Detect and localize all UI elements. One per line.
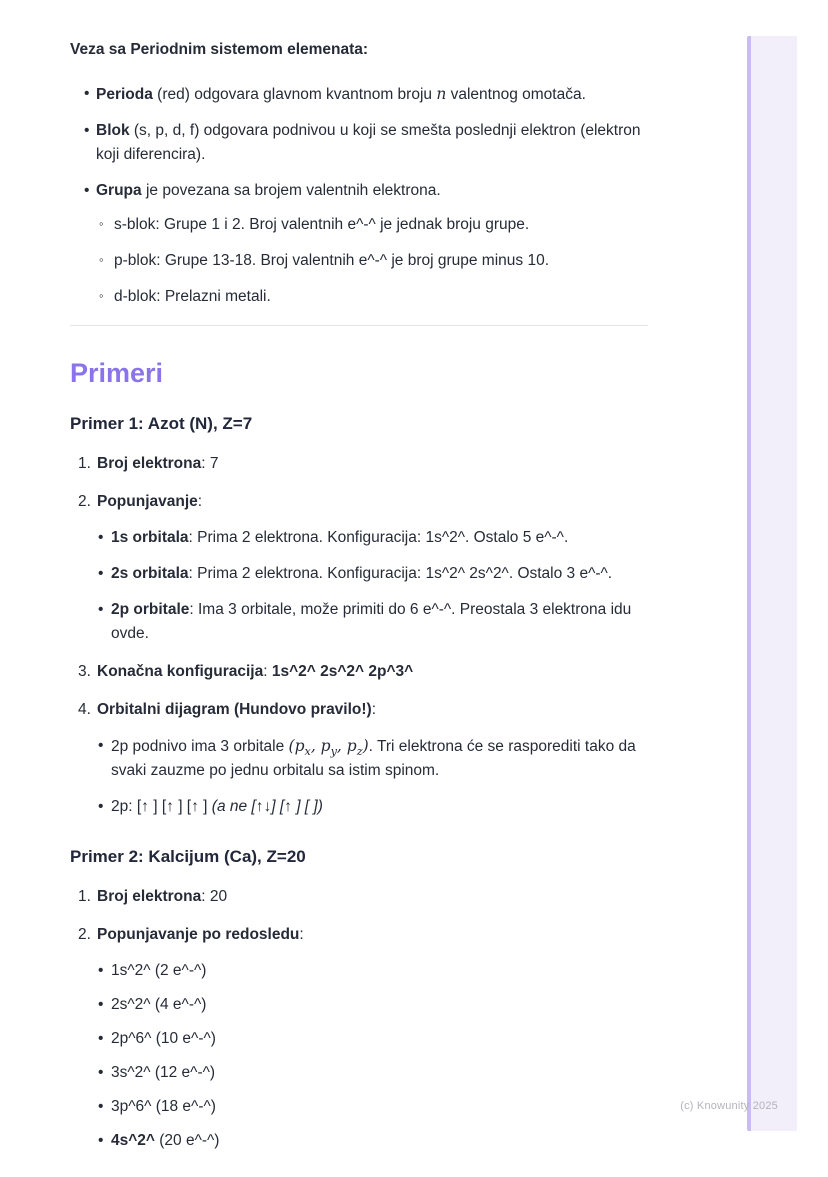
italic-note: (a ne [↑↓] [↑ ] [ ])	[211, 798, 323, 816]
watermark: (c) Knowunity 2025	[680, 1100, 778, 1112]
bold-label: 4s^2^	[111, 1132, 155, 1150]
bold-label: 1s orbitala	[111, 529, 189, 547]
item-number: 2.	[78, 926, 91, 944]
math-segment: p	[294, 737, 305, 756]
text-segment: 2p podnivo ima 3 orbitale	[111, 738, 289, 756]
bullet-icon: •	[84, 182, 90, 200]
bullet-icon: •	[98, 962, 104, 980]
bold-configuration: 1s^2^ 2s^2^ 2p^3^	[271, 663, 414, 681]
text-segment: : Prima 2 elektrona. Konfiguracija: 1s^2^. Ostalo 5 e^-^.	[188, 529, 569, 547]
math-segment: p	[346, 737, 357, 756]
list-item-grupa	[84, 179, 648, 309]
text-segment: :	[263, 663, 272, 681]
text-segment: : 20	[201, 888, 228, 906]
math-segment: (	[288, 737, 295, 756]
item-number: 2.	[78, 493, 91, 511]
numbered-item-3	[78, 660, 648, 684]
bold-label: Popunjavanje	[97, 493, 198, 511]
numbered-item-2	[78, 490, 648, 646]
list-item-text: s-blok: Grupe 1 i 2. Broj valentnih e^-^ je jednak broju grupe.	[114, 216, 530, 234]
list-item-4s2	[98, 1129, 648, 1153]
primeri-heading: Primeri	[70, 358, 164, 389]
bold-label: 2s orbitala	[111, 565, 189, 583]
item-number: 1.	[78, 455, 91, 473]
grupa-sub-list	[96, 213, 648, 309]
bullet-icon: •	[98, 529, 104, 547]
list-item-text: 1s^2^ (2 e^-^)	[111, 962, 207, 980]
orbital-bullet-list	[97, 526, 648, 646]
list-item-text: p-blok: Grupe 13-18. Broj valentnih e^-^ je broj grupe minus 10.	[114, 252, 549, 270]
math-segment: p	[320, 737, 331, 756]
text-segment: : Ima 3 orbitale, može primiti do 6 e^-^. Preostala 3 elektrona idu ovde.	[111, 601, 632, 643]
numbered-item-text	[97, 923, 648, 1163]
primer1-title: Primer 1: Azot (N), Z=7	[70, 414, 253, 434]
numbered-item-text	[97, 490, 648, 646]
section-heading: Veza sa Periodnim sistemom elemenata:	[70, 41, 369, 58]
list-item-1s2	[98, 959, 648, 983]
math-segment: ,	[310, 737, 321, 756]
bullet-icon: •	[98, 1098, 104, 1116]
text-segment: . Tri elektrona će se rasporediti tako da svaki zauzme po jednu orbitalu sa istim spinom.	[111, 738, 636, 780]
item-number: 4.	[78, 701, 91, 719]
bold-label: Blok	[96, 122, 130, 140]
item-number: 1.	[78, 888, 91, 906]
bullet-icon: •	[98, 798, 104, 816]
text-segment: :	[371, 701, 377, 719]
list-item-text: 2s^2^ (4 e^-^)	[111, 996, 207, 1014]
text-segment: (s, p, d, f) odgovara podnivou u koji se smešta poslednji elektron (elektron koji diferencira).	[96, 122, 641, 164]
list-item-text	[111, 1129, 648, 1153]
list-item-text	[96, 179, 648, 309]
list-item-2p	[98, 598, 648, 646]
text-segment: :	[299, 926, 304, 944]
list-item-text: d-blok: Prelazni metali.	[114, 288, 271, 306]
bullet-icon: •	[98, 601, 104, 619]
hund-bullet-list	[97, 734, 648, 819]
list-item-s-blok	[99, 213, 648, 237]
primer1-numbered-list	[70, 452, 648, 819]
numbered-item-text	[97, 660, 648, 684]
math-subscript: z	[356, 745, 363, 759]
numbered-item-text	[97, 452, 648, 476]
list-item-text	[111, 526, 648, 550]
bold-label: Broj elektrona	[97, 888, 202, 906]
list-item-text: 2p^6^ (10 e^-^)	[111, 1030, 216, 1048]
primer2-numbered-list	[70, 885, 648, 1163]
list-item-2s2	[98, 993, 648, 1017]
list-item-text	[111, 734, 648, 783]
numbered-item-4	[78, 698, 648, 819]
bold-label: Grupa	[96, 182, 142, 200]
list-item-2s	[98, 562, 648, 586]
text-segment: :	[197, 493, 203, 511]
math-subscript: y	[330, 745, 337, 759]
numbered-item-text	[97, 885, 648, 909]
list-item-diagram	[98, 795, 648, 819]
bullet-icon: •	[98, 1132, 104, 1150]
bold-label: Broj elektrona	[97, 455, 202, 473]
text-segment: (red) odgovara glavnom kvantnom broju	[152, 86, 437, 104]
list-item-d-blok	[99, 285, 648, 309]
text-segment: (20 e^-^)	[154, 1132, 220, 1150]
document-content	[70, 38, 648, 1177]
list-item-text	[96, 82, 648, 107]
math-orbitals	[288, 737, 369, 759]
list-item-perioda	[84, 82, 648, 107]
bullet-icon: •	[98, 1030, 104, 1048]
filling-steps-list	[97, 959, 648, 1153]
bold-label: Popunjavanje po redosledu	[97, 926, 300, 944]
math-segment: ,	[336, 737, 347, 756]
list-item-hund	[98, 734, 648, 783]
text-segment: je povezana sa brojem valentnih elektrona.	[141, 182, 441, 200]
list-item-1s	[98, 526, 648, 550]
bold-label: Orbitalni dijagram (Hundovo pravilo!)	[97, 701, 372, 719]
bold-label: Konačna konfiguracija	[97, 663, 264, 681]
numbered-item-1	[78, 885, 648, 909]
text-segment: 2p: [↑ ] [↑ ] [↑ ]	[111, 798, 212, 816]
text-segment: valentnog omotača.	[446, 86, 586, 104]
bullet-icon: •	[98, 565, 104, 583]
list-item-blok	[84, 119, 648, 167]
list-item-3s2	[98, 1061, 648, 1085]
section-divider	[70, 325, 648, 326]
bold-label: 2p orbitale	[111, 601, 190, 619]
numbered-item-1	[78, 452, 648, 476]
circle-bullet-icon: ◦	[99, 252, 104, 268]
circle-bullet-icon: ◦	[99, 216, 104, 232]
list-item-text	[96, 119, 648, 167]
circle-bullet-icon: ◦	[99, 288, 104, 304]
list-item-2p6	[98, 1027, 648, 1051]
math-var-n: n	[436, 85, 447, 104]
bullet-icon: •	[84, 122, 90, 140]
list-item-text: 3p^6^ (18 e^-^)	[111, 1098, 216, 1116]
math-segment: )	[362, 737, 369, 756]
primer2-title: Primer 2: Kalcijum (Ca), Z=20	[70, 847, 306, 867]
bullet-icon: •	[98, 737, 104, 755]
list-item-3p6	[98, 1095, 648, 1119]
numbered-item-2	[78, 923, 648, 1163]
list-item-text: 3s^2^ (12 e^-^)	[111, 1064, 216, 1082]
item-number: 3.	[78, 663, 91, 681]
bullet-icon: •	[84, 85, 90, 103]
list-item-text	[111, 795, 648, 819]
list-item-text	[111, 598, 648, 646]
bullet-icon: •	[98, 996, 104, 1014]
list-item-p-blok	[99, 249, 648, 273]
math-subscript: x	[304, 745, 311, 759]
numbered-item-text	[97, 698, 648, 819]
text-segment: : Prima 2 elektrona. Konfiguracija: 1s^2^ 2s^2^. Ostalo 3 e^-^.	[188, 565, 613, 583]
bold-label: Perioda	[96, 86, 153, 104]
intro-bullet-list	[70, 82, 648, 309]
text-segment: : 7	[201, 455, 219, 473]
bullet-icon: •	[98, 1064, 104, 1082]
page-edge-strip	[747, 36, 797, 1131]
list-item-text	[111, 562, 648, 586]
